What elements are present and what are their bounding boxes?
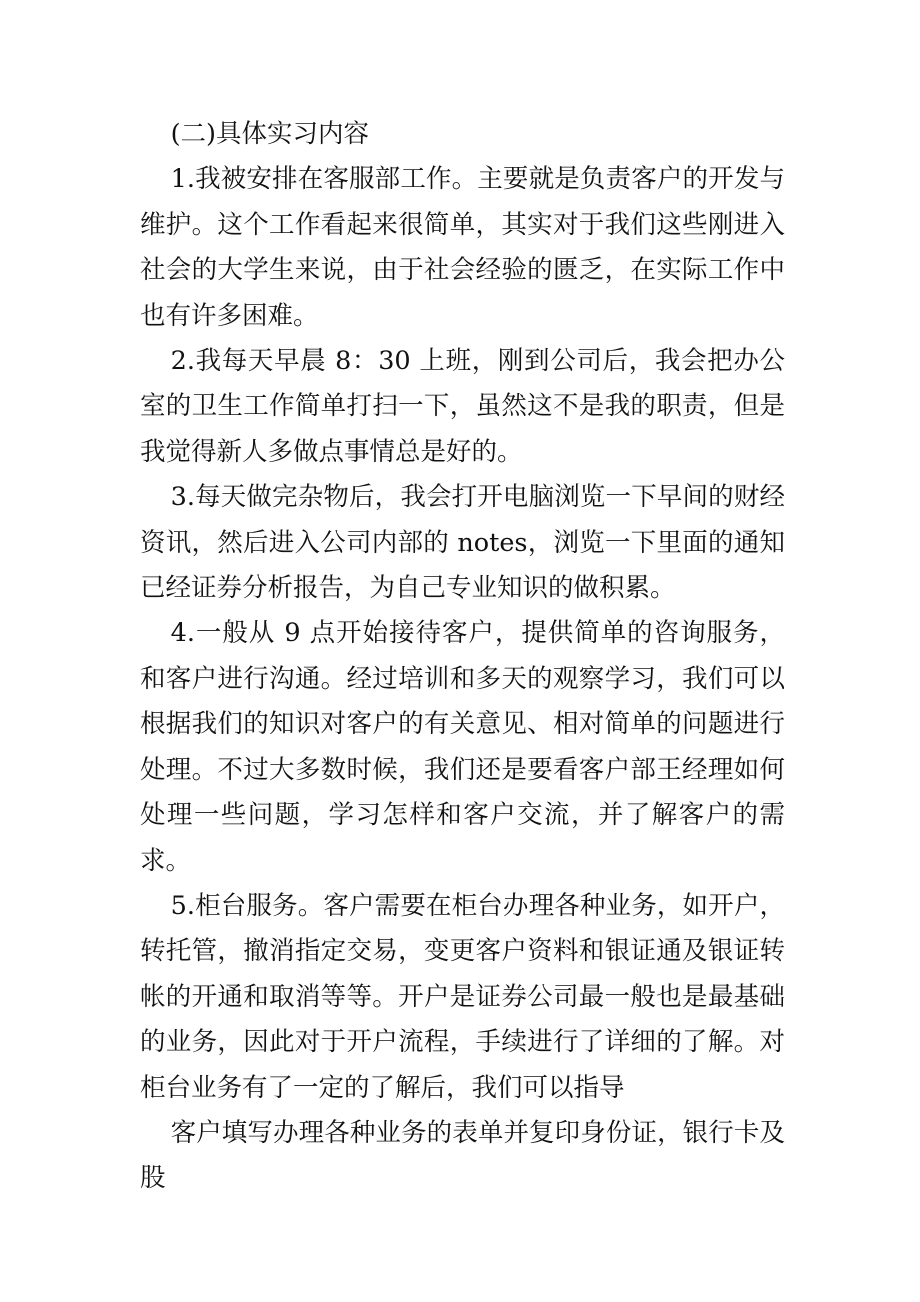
- document-body: [140, 112, 785, 1202]
- paragraph-3: 3.每天做完杂物后，我会打开电脑浏览一下早间的财经资讯，然后进入公司内部的 notes，浏览一下里面的通知已经证券分析报告，为自己专业知识的做积累。: [140, 482, 785, 604]
- paragraph-1: 1.我被安排在客服部工作。主要就是负责客户的开发与维护。这个工作看起来很简单，其实对于我们这些刚进入社会的大学生来说，由于社会经验的匮乏，在实际工作中也有许多困难。: [140, 164, 785, 331]
- paragraph-2: 2.我每天早晨 8：30 上班，刚到公司后，我会把办公室的卫生工作简单打扫一下，虽然这不是我的职责，但是我觉得新人多做点事情总是好的。: [140, 346, 785, 467]
- section-heading: (二)具体实习内容: [170, 119, 369, 149]
- paragraph-4: 4.一般从 9 点开始接待客户，提供简单的咨询服务，和客户进行沟通。经过培训和多天的观察学习，我们可以根据我们的知识对客户的有关意见、相对简单的问题进行处理。不过大多数时候，我们还是要看客户部王经理如何处理一些问题，学习怎样和客户交流，并了解客户的需求。: [140, 618, 785, 876]
- paragraph-6: 客户填写办理各种业务的表单并复印身份证，银行卡及股: [140, 1117, 785, 1194]
- paragraph-5: 5.柜台服务。客户需要在柜台办理各种业务，如开户，转托管，撤消指定交易，变更客户资料和银证通及银证转帐的开通和取消等等。开户是证券公司最一般也是最基础的业务，因此对于开户流程，手续进行了详细的了解。对柜台业务有了一定的了解后，我们可以指导: [140, 890, 785, 1103]
